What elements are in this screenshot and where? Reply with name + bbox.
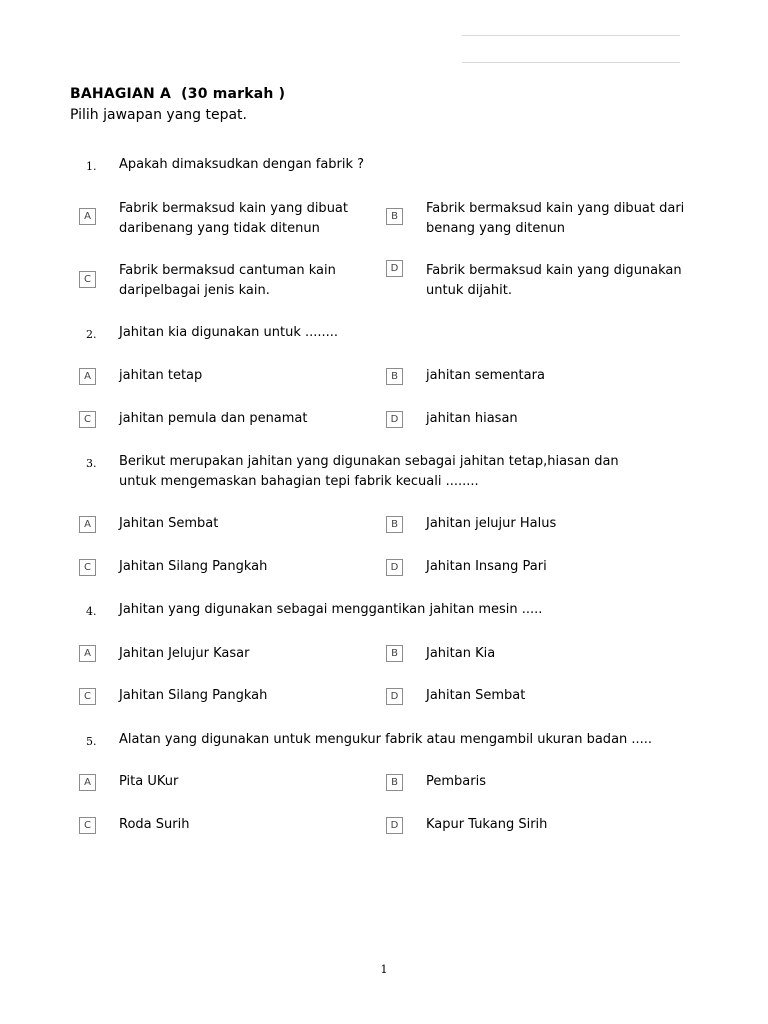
option-c-text: Fabrik bermaksud cantuman kain daripelbagai jenis kain.	[119, 263, 336, 298]
option-d-box[interactable]: D	[386, 260, 403, 277]
option-c-box[interactable]: C	[79, 271, 96, 288]
option-a-text: Jahitan Sembat	[119, 516, 219, 531]
option-c-text: Roda Surih	[119, 817, 190, 832]
option-a-text: jahitan tetap	[119, 368, 203, 383]
section-title: BAHAGIAN A (30 markah )	[70, 86, 286, 102]
option-b-box[interactable]: B	[386, 645, 403, 662]
option-a-text: Jahitan Jelujur Kasar	[119, 646, 250, 661]
option-a-box[interactable]: A	[79, 368, 96, 385]
option-c-text: jahitan pemula dan penamat	[119, 411, 308, 426]
option-c-text: Jahitan Silang Pangkah	[119, 688, 268, 703]
option-a-box[interactable]: A	[79, 516, 96, 533]
option-c-box[interactable]: C	[79, 411, 96, 428]
question-text: Alatan yang digunakan untuk mengukur fabrik atau mengambil ukuran badan .....	[119, 732, 653, 747]
option-d-text: Kapur Tukang Sirih	[426, 817, 548, 832]
option-c-text: Jahitan Silang Pangkah	[119, 559, 268, 574]
class-line	[462, 62, 680, 63]
option-b-box[interactable]: B	[386, 774, 403, 791]
option-d-box[interactable]: D	[386, 688, 403, 705]
question-number: 5.	[86, 735, 97, 748]
option-b-text: Fabrik bermaksud kain yang dibuat dari benang yang ditenun	[426, 201, 685, 236]
question-number: 1.	[86, 160, 97, 173]
page-number: 1	[380, 963, 388, 976]
option-a-box[interactable]: A	[79, 645, 96, 662]
name-line	[462, 35, 680, 36]
option-b-box[interactable]: B	[386, 208, 403, 225]
question-number: 4.	[86, 605, 97, 618]
question-text: Berikut merupakan jahitan yang digunakan sebagai jahitan tetap,hiasan dan untuk mengemaskan bahagian tepi fabrik kecuali ........	[119, 454, 619, 489]
option-d-box[interactable]: D	[386, 559, 403, 576]
option-a-text: Fabrik bermaksud kain yang dibuat daribenang yang tidak ditenun	[119, 201, 348, 236]
question-number: 3.	[86, 457, 97, 470]
option-c-box[interactable]: C	[79, 817, 96, 834]
question-text: Jahitan yang digunakan sebagai menggantikan jahitan mesin .....	[119, 602, 543, 617]
option-a-box[interactable]: A	[79, 208, 96, 225]
option-b-text: Pembaris	[426, 774, 486, 789]
instruction-text: Pilih jawapan yang tepat.	[70, 107, 247, 123]
option-a-box[interactable]: A	[79, 774, 96, 791]
question-text: Apakah dimaksudkan dengan fabrik ?	[119, 157, 365, 172]
option-b-text: jahitan sementara	[426, 368, 545, 383]
option-b-text: Jahitan jelujur Halus	[426, 516, 557, 531]
option-c-box[interactable]: C	[79, 559, 96, 576]
option-c-box[interactable]: C	[79, 688, 96, 705]
option-d-text: Jahitan Insang Pari	[426, 559, 547, 574]
option-d-box[interactable]: D	[386, 817, 403, 834]
question-number: 2.	[86, 328, 97, 341]
option-b-box[interactable]: B	[386, 368, 403, 385]
option-d-text: Jahitan Sembat	[426, 688, 526, 703]
question-text: Jahitan kia digunakan untuk ........	[119, 325, 339, 340]
option-d-text: jahitan hiasan	[426, 411, 518, 426]
option-b-text: Jahitan Kia	[426, 646, 496, 661]
option-a-text: Pita UKur	[119, 774, 179, 789]
option-b-box[interactable]: B	[386, 516, 403, 533]
option-d-box[interactable]: D	[386, 411, 403, 428]
option-d-text: Fabrik bermaksud kain yang digunakan untuk dijahit.	[426, 263, 682, 298]
